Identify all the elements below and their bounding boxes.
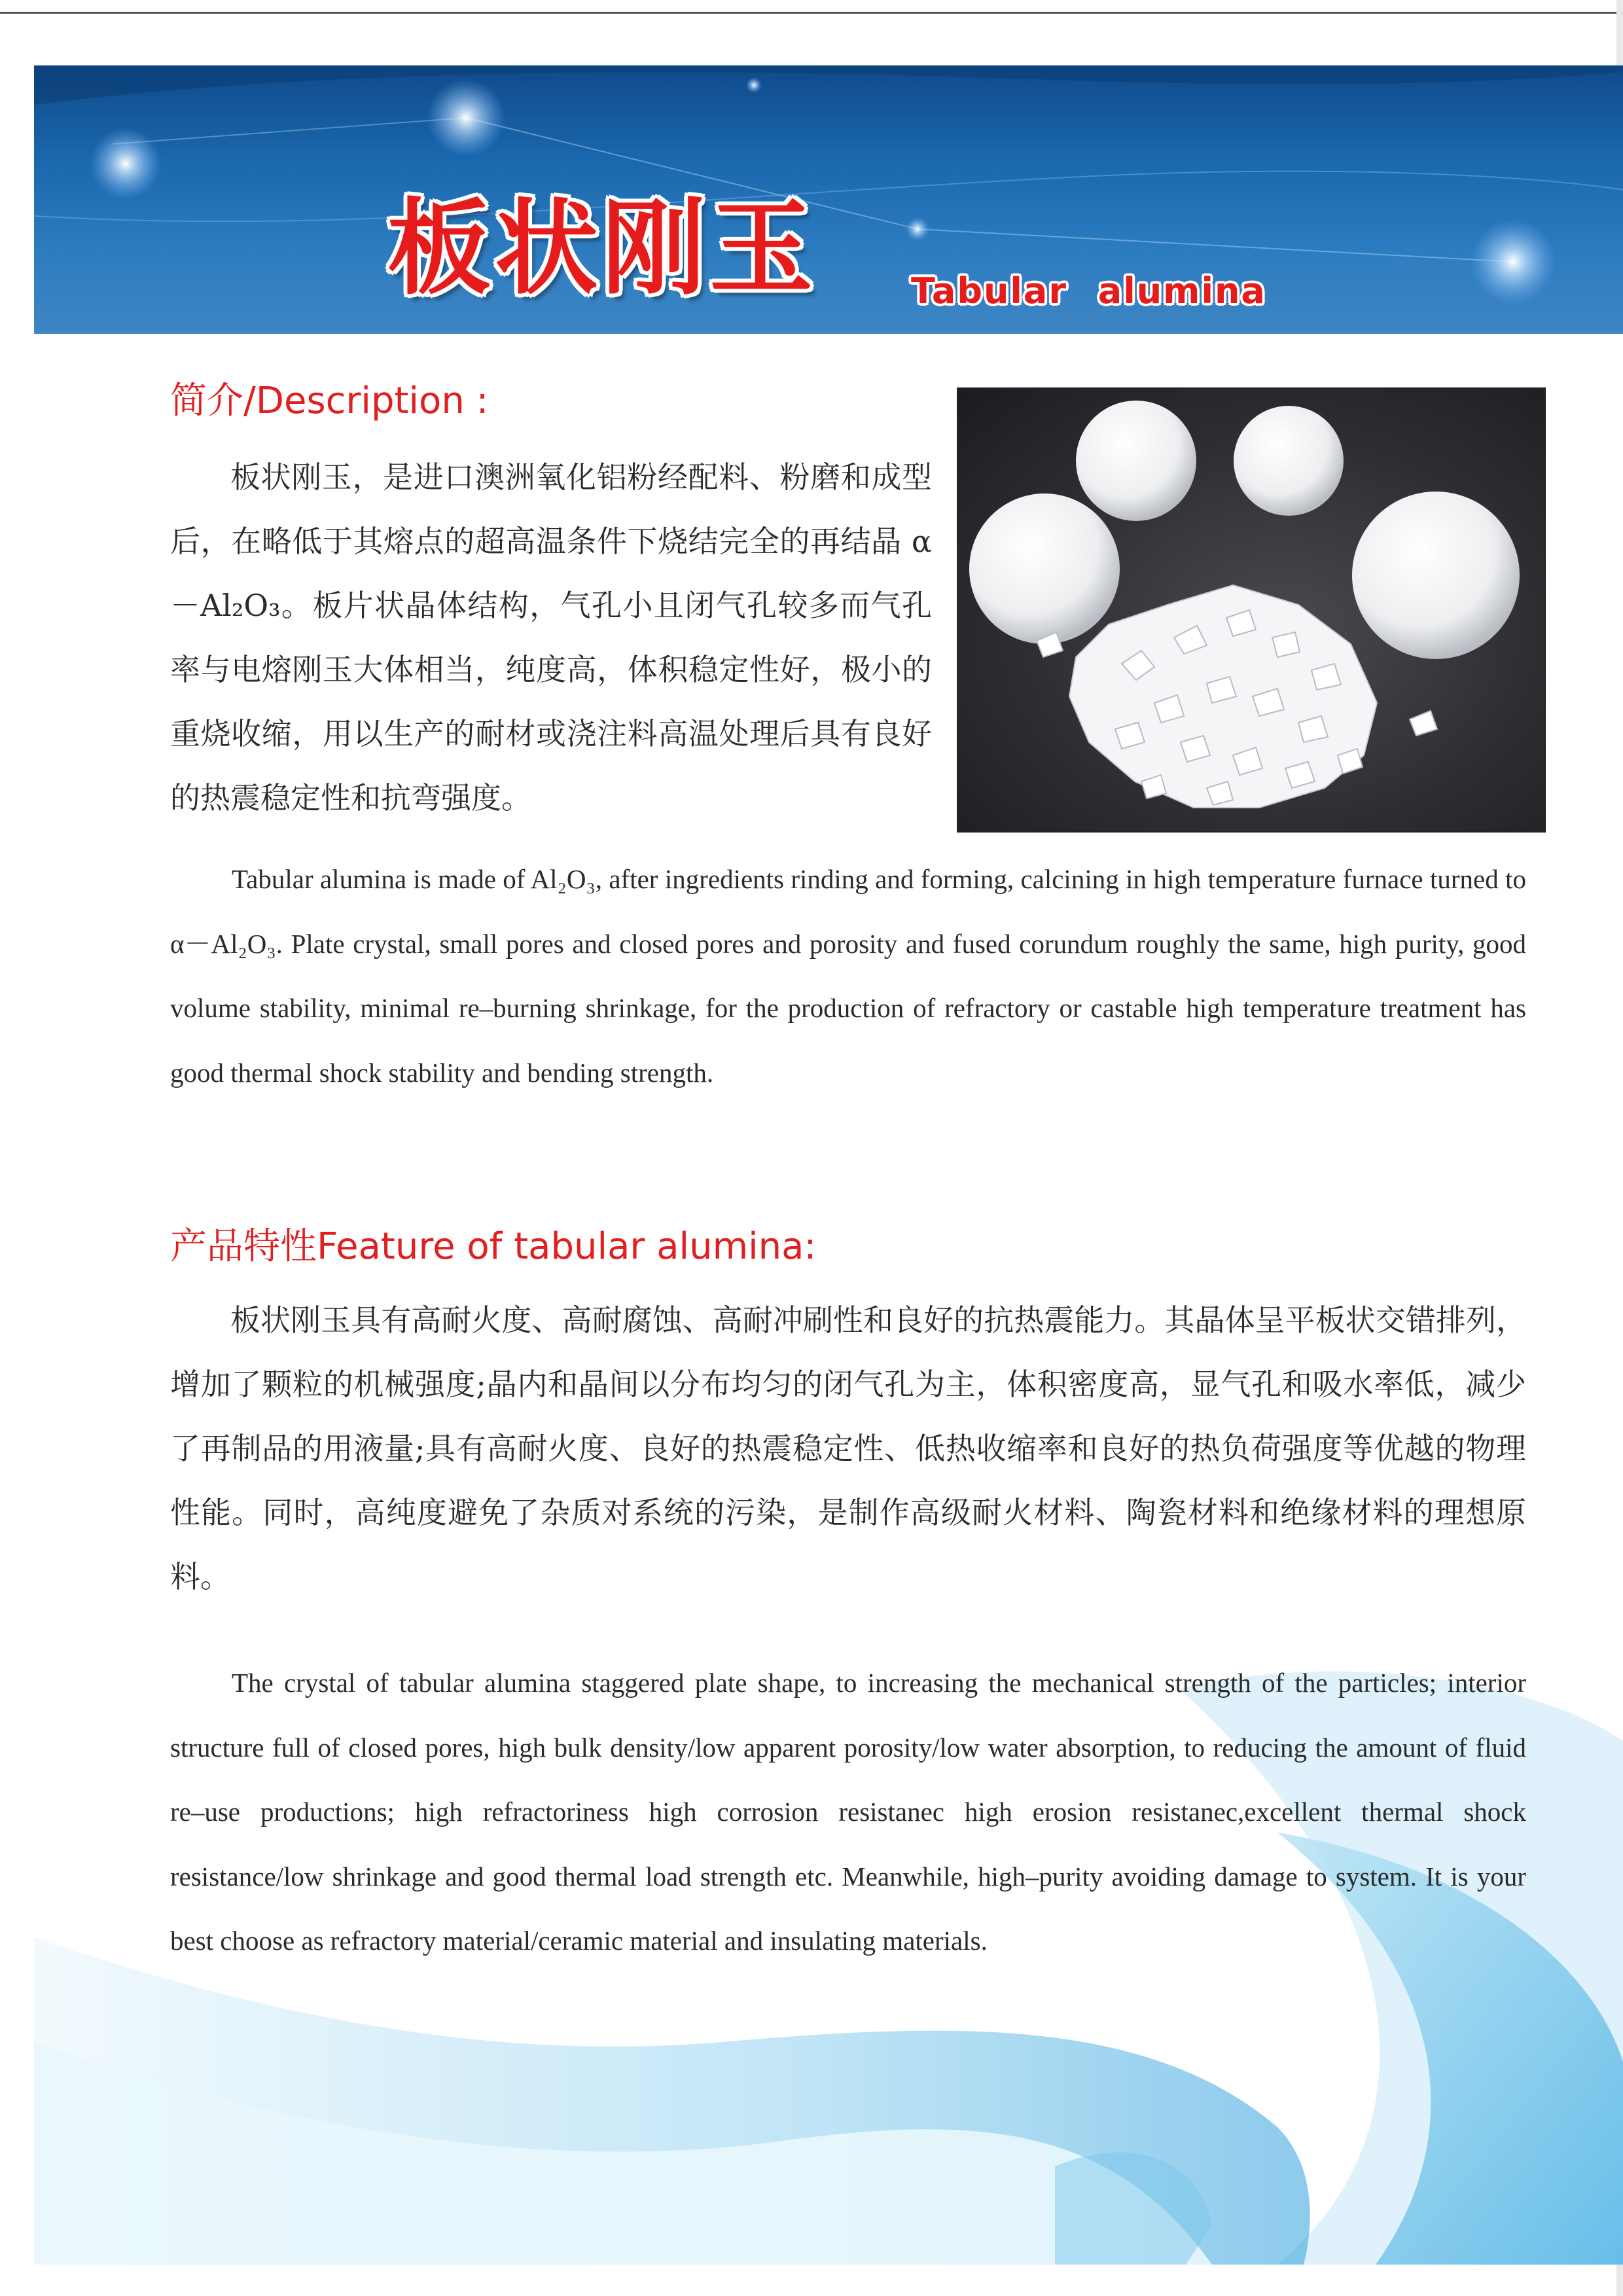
page-title-chinese: 板状刚玉 bbox=[387, 188, 817, 309]
features-heading: 产品特性Feature of tabular alumina: bbox=[170, 1225, 817, 1268]
tabular-alumina-balls-and-granules bbox=[958, 389, 1544, 831]
features-text-chinese: 板状刚玉具有高耐火度、高耐腐蚀、高耐冲刷性和良好的抗热震能力。其晶体呈平板状交错排列，增加了颗粒的机械强度;晶内和晶间以分布均匀的闭气孔为主，体积密度高，显气孔和吸水率低，减少了再制品的用液量;具有高耐火度、良好的热震稳定性、低热收缩率和良好的热负荷强度等优越的物理性能。同时，高纯度避免了杂质对系统的污染，是制作高级耐火材料、陶瓷材料和绝缘材料的理想原料。 bbox=[170, 1302, 1526, 1594]
starfield-decoration bbox=[34, 65, 1623, 334]
scan-edge-line bbox=[0, 12, 1623, 14]
description-text-english: Tabular alumina is made of Al₂O₃, after ingredients rinding and forming, calcining in high temperature furnace turned to α－Al₂O₃. Plate crystal, small pores and closed pores and porosity and fused corundum roughly the same, high purity, good volume stability, minimal re–burning shrinkage, for the production of refractory or castable high temperature treatment has good thermal shock stability and bending strength. bbox=[170, 864, 1526, 1088]
brochure-page bbox=[34, 65, 1623, 2265]
product-photo bbox=[957, 387, 1546, 833]
description-heading: 简介/Description : bbox=[170, 380, 489, 422]
header-banner bbox=[34, 65, 1623, 334]
description-text-chinese: 板状刚玉，是进口澳洲氧化铝粉经配料、粉磨和成型后，在略低于其熔点的超高温条件下烧结完全的再结晶 α－Al₂O₃。板片状晶体结构，气孔小且闭气孔较多而气孔率与电熔刚玉大体相当，纯度高，体积稳定性好，极小的重烧收缩，用以生产的耐材或浇注料高温处理后具有良好的热震稳定性和抗弯强度。 bbox=[170, 459, 932, 816]
page-title-english: Tabular alumina bbox=[911, 270, 1266, 312]
features-text-english: The crystal of tabular alumina staggered plate shape, to increasing the mechanical strength of the particles; interior structure full of closed pores, high bulk density/low apparent porosity/low water absorption, to reducing the amount of fluid re–use productions; high refractoriness high corrosion resistanec high erosion resistanec,excellent thermal shock resistance/low shrinkage and good thermal load strength etc. Meanwhile, high–purity avoiding damage to system. It is your best choose as refractory material/ceramic material and insulating materials. bbox=[170, 1668, 1526, 1956]
